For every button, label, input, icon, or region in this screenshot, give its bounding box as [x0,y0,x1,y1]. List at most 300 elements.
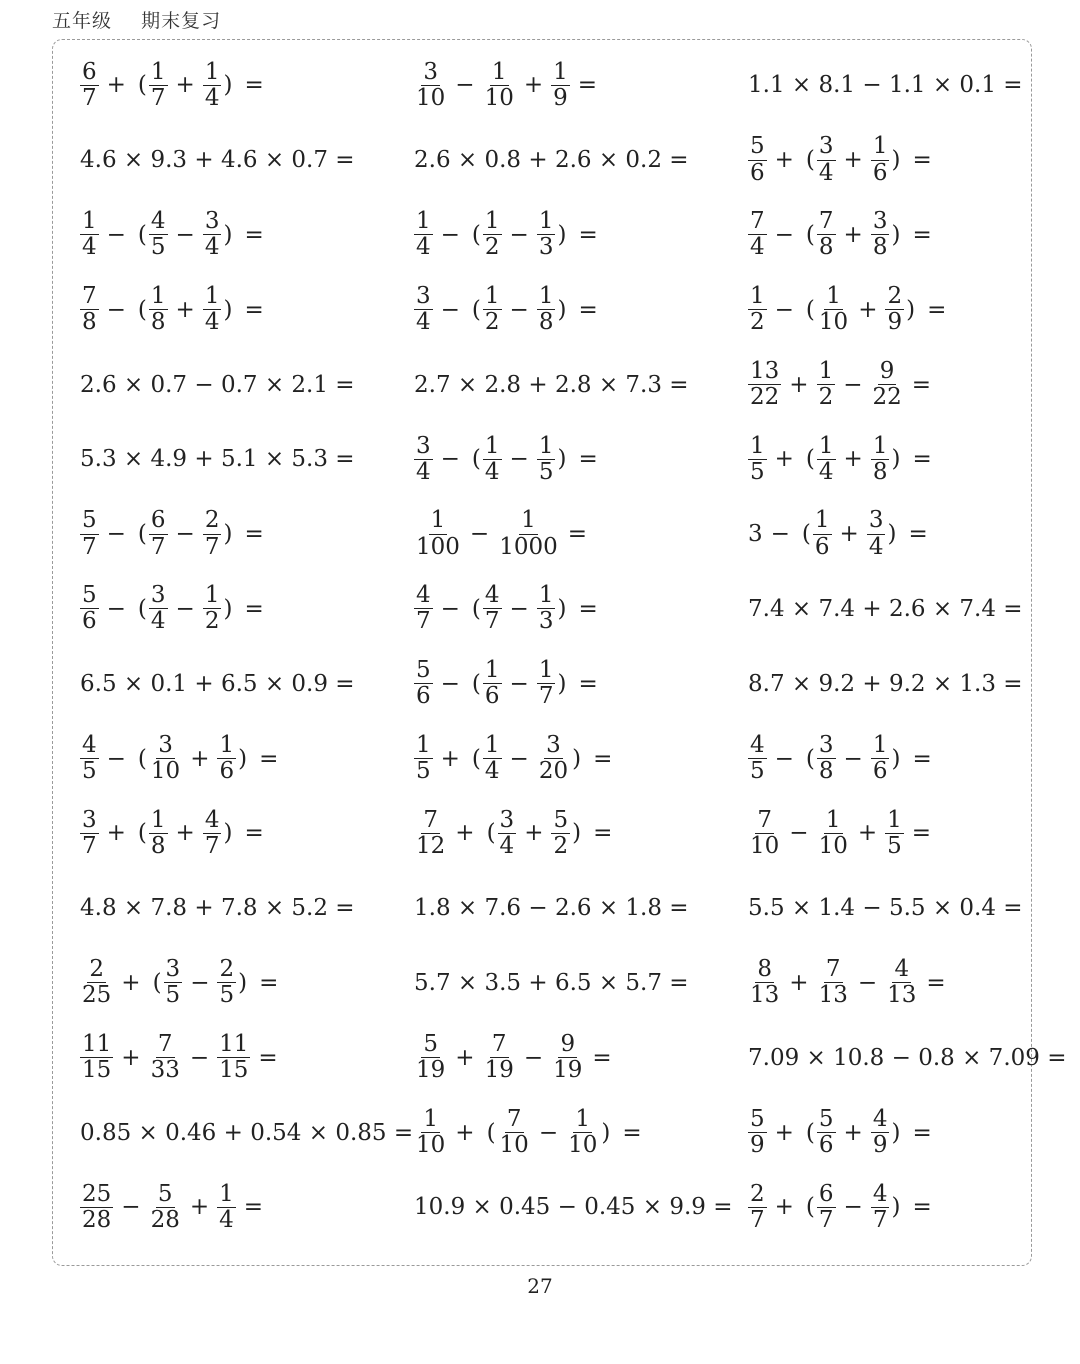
denominator: 2 [553,832,569,859]
numerator: 3 [868,507,884,534]
operator: ( [805,1119,815,1146]
denominator: 8 [818,234,834,261]
math-problem [78,1170,269,1245]
denominator: 2 [204,608,220,635]
denominator: 7 [818,1206,834,1233]
numerator: 1 [553,58,568,85]
numerator: 2 [887,282,903,309]
operator: + [121,969,141,996]
operator: ( [805,147,815,174]
expression-text: 4.8 × 7.8 + 7.8 × 5.2 = [80,895,355,922]
operator: ( [471,745,481,772]
operator: = [567,521,588,548]
math-problem [412,1020,618,1095]
operator: − [770,521,790,548]
expression-text: 1.1 × 8.1 − 1.1 × 0.1 = [748,72,1023,99]
numerator: 1 [521,507,536,534]
operator: ) [223,221,233,248]
fraction [748,434,767,486]
denominator: 4 [150,608,166,635]
fraction [149,1032,182,1084]
fraction [414,1032,447,1084]
fraction [537,733,570,785]
numerator: 5 [553,806,569,833]
math-problem [746,1095,938,1170]
numerator: 9 [560,1030,576,1057]
operator: = [578,595,598,622]
math-problem [746,1020,1068,1095]
operator: ) [891,221,901,248]
denominator: 5 [150,234,166,261]
denominator: 19 [484,1057,514,1084]
operator: = [926,969,946,996]
operator: ) [223,595,233,622]
numerator: 1 [204,582,220,609]
numerator: 5 [750,133,765,160]
denominator: 4 [416,309,431,336]
operator: = [244,521,264,548]
operator: + [189,1194,210,1221]
operator: ) [887,521,897,548]
operator: = [244,296,264,323]
problem-row [78,946,1038,1021]
numerator: 1 [538,432,554,459]
denominator: 4 [750,234,765,261]
math-problem [746,123,938,198]
numerator: 1 [204,282,220,309]
math-problem [746,198,938,273]
numerator: 1 [416,731,431,758]
operator: ( [137,296,147,323]
operator: − [789,820,809,847]
math-problem [746,347,937,422]
problem-row [78,1170,1038,1245]
fraction [80,508,99,560]
denominator: 7 [150,533,166,560]
numerator: 1 [204,58,220,85]
numerator: 4 [894,956,910,983]
problem-row [78,347,1038,422]
fraction [871,1182,890,1234]
fraction [149,583,168,635]
operator: ( [137,820,147,847]
problem-row [78,1020,1067,1095]
denominator: 8 [150,309,166,336]
denominator: 4 [204,234,220,261]
operator: = [908,521,928,548]
fraction [217,957,236,1009]
fraction [149,508,168,560]
operator: + [455,820,475,847]
denominator: 9 [553,84,568,111]
numerator: 1 [150,806,166,833]
fraction [203,508,222,560]
denominator: 10 [499,1132,529,1159]
denominator: 20 [538,758,569,785]
denominator: 10 [150,758,181,785]
operator: ( [805,745,815,772]
numerator: 7 [818,208,834,235]
math-problem [412,721,618,796]
denominator: 5 [750,458,765,485]
operator: − [106,745,126,772]
numerator: 3 [158,731,173,758]
denominator: 6 [484,683,500,710]
denominator: 22 [750,384,780,411]
fraction [885,284,904,336]
operator: = [244,595,264,622]
denominator: 5 [219,982,235,1009]
denominator: 4 [499,832,515,859]
fraction [813,508,832,560]
denominator: 6 [814,533,830,560]
operator: = [578,446,598,473]
operator: + [524,820,544,847]
fraction [537,284,556,336]
numerator: 1 [538,282,554,309]
denominator: 7 [82,84,97,111]
fraction [149,1182,182,1234]
math-problem [746,721,938,796]
numerator: 3 [423,58,438,85]
operator: + [175,296,195,323]
expression-text: 5.5 × 1.4 − 5.5 × 0.4 = [748,895,1023,922]
numerator: 1 [484,282,500,309]
fraction [871,434,890,486]
numerator: 1 [575,1105,591,1132]
denominator: 5 [165,982,181,1009]
operator: + [843,446,863,473]
math-problem [78,347,357,422]
operator: + [843,147,863,174]
fraction [80,1032,113,1084]
operator: − [440,595,460,622]
denominator: 10 [416,84,446,111]
fraction [414,434,433,486]
denominator: 10 [568,1132,598,1159]
operator: = [912,1194,932,1221]
fraction [748,733,767,785]
fraction [149,733,182,785]
numerator: 1 [491,58,507,85]
fraction [483,583,502,635]
fraction [483,60,516,112]
numerator: 1 [872,731,888,758]
operator: − [857,969,878,996]
fraction [871,733,890,785]
numerator: 2 [750,1180,765,1207]
math-problem [746,422,938,497]
operator: = [912,745,932,772]
fraction [483,658,502,710]
numerator: 7 [157,1030,173,1057]
denominator: 8 [872,234,888,261]
numerator: 7 [825,956,841,983]
denominator: 6 [872,758,888,785]
denominator: 5 [750,758,765,785]
problem-grid [78,48,1067,1245]
fraction [817,209,836,261]
fraction [537,583,556,635]
denominator: 7 [538,683,554,710]
operator: = [578,221,598,248]
math-problem [746,272,952,347]
denominator: 100 [416,533,460,560]
operator: = [927,296,947,323]
problem-row [78,796,1038,871]
fraction [817,359,836,411]
operator: ) [572,745,582,772]
denominator: 3 [538,608,554,635]
operator: ) [891,446,901,473]
operator: ) [891,147,901,174]
numerator: 4 [416,582,431,609]
operator: + [789,371,809,398]
operator: ) [891,1119,901,1146]
operator: − [440,296,460,323]
denominator: 13 [750,982,780,1009]
operator: − [175,221,195,248]
math-problem [412,198,604,273]
math-problem [746,1170,938,1245]
operator: − [509,221,529,248]
math-problem [78,721,284,796]
operator: = [911,371,932,398]
numerator: 8 [757,956,772,983]
denominator: 10 [818,309,849,336]
numerator: 1 [818,357,834,384]
operator: + [839,521,859,548]
math-problem [412,646,604,721]
operator: ) [557,296,567,323]
fraction [414,583,433,635]
numerator: 1 [814,507,830,534]
operator: + [455,1044,475,1071]
denominator: 4 [204,309,220,336]
numerator: 1 [872,432,888,459]
denominator: 3 [538,234,554,261]
operator: ( [152,969,162,996]
denominator: 4 [484,458,500,485]
math-problem [746,572,1025,647]
numerator: 1 [484,656,500,683]
numerator: 7 [757,806,772,833]
fraction [80,284,99,336]
page-header [52,6,243,33]
denominator: 4 [82,234,97,261]
fraction [414,209,433,261]
numerator: 3 [872,208,888,235]
fraction [871,1107,890,1159]
numerator: 5 [82,582,97,609]
denominator: 8 [82,309,97,336]
numerator: 1 [416,208,431,235]
problem-row [78,497,1038,572]
operator: = [244,221,264,248]
denominator: 8 [818,758,834,785]
fraction [748,359,781,411]
math-problem [746,497,934,572]
operator: − [106,595,126,622]
numerator: 5 [82,507,97,534]
denominator: 6 [416,683,431,710]
numerator: 2 [89,956,104,983]
problem-row [78,123,1038,198]
numerator: 7 [423,806,438,833]
denominator: 1000 [499,533,558,560]
fraction [149,209,168,261]
math-problem [78,422,357,497]
problem-row [78,198,1038,273]
math-problem [412,422,604,497]
math-problem [412,572,604,647]
denominator: 12 [416,832,446,859]
operator: + [175,820,195,847]
operator: ) [891,1194,901,1221]
expression-text: 5.7 × 3.5 + 6.5 × 5.7 = [414,969,689,996]
fraction [217,1032,250,1084]
math-problem [746,646,1025,721]
problem-row [78,721,1038,796]
operator: ( [805,1194,815,1221]
operator: − [509,745,529,772]
fraction [203,583,222,635]
denominator: 13 [818,982,848,1009]
math-problem [412,1095,648,1170]
problem-row [78,646,1038,721]
operator: ( [486,820,496,847]
numerator: 4 [872,1105,888,1132]
operator: − [455,72,475,99]
operator: − [774,221,794,248]
expression-text: 2.6 × 0.7 − 0.7 × 2.1 = [80,371,355,398]
operator: = [593,745,613,772]
fraction [748,1182,767,1234]
fraction [483,1032,516,1084]
fraction [498,1107,531,1159]
fraction [80,209,99,261]
fraction [483,284,502,336]
operator: + [121,1044,141,1071]
numerator: 4 [82,731,97,758]
math-problem [78,1020,284,1095]
operator: = [912,221,932,248]
section-label: 期末复习 [141,10,222,32]
expression-text: 0.85 × 0.46 + 0.54 × 0.85 = [80,1119,414,1146]
numerator: 5 [157,1180,173,1207]
denominator: 7 [416,608,431,635]
denominator: 10 [416,1132,446,1159]
fraction [498,808,517,860]
numerator: 1 [430,507,446,534]
denominator: 6 [219,758,235,785]
fraction [537,434,556,486]
fraction [414,658,433,710]
denominator: 6 [750,159,765,186]
math-problem [78,572,270,647]
operator: ( [805,221,815,248]
page-number: 27 [527,1274,553,1298]
numerator: 13 [750,357,780,384]
expression-text: 7.4 × 7.4 + 2.6 × 7.4 = [748,595,1023,622]
denominator: 4 [416,234,431,261]
expression-text: 6.5 × 0.1 + 6.5 × 0.9 = [80,670,355,697]
denominator: 7 [484,608,500,635]
fraction [80,1182,113,1234]
fraction [537,209,556,261]
denominator: 13 [887,982,917,1009]
math-problem [412,497,593,572]
expression-text: 10.9 × 0.45 − 0.45 × 9.9 = [414,1194,733,1221]
numerator: 1 [825,806,841,833]
fraction [748,1107,767,1159]
operator: − [774,745,794,772]
denominator: 15 [82,1057,112,1084]
numerator: 11 [82,1030,112,1057]
operator: ( [471,595,481,622]
denominator: 10 [484,84,514,111]
numerator: 1 [750,282,765,309]
operator: ) [223,820,233,847]
operator: = [911,820,932,847]
operator: + [106,72,126,99]
operator: + [789,969,809,996]
grade-label: 五年级 [52,10,113,32]
denominator: 19 [553,1057,583,1084]
operator: − [509,296,529,323]
fraction [817,134,836,186]
fraction [149,284,168,336]
numerator: 5 [818,1105,834,1132]
operator: = [912,446,932,473]
fraction [149,60,168,112]
operator: = [259,745,279,772]
numerator: 3 [416,282,431,309]
operator: − [440,221,460,248]
denominator: 5 [538,458,554,485]
denominator: 6 [818,1132,834,1159]
numerator: 1 [887,806,902,833]
denominator: 10 [818,832,848,859]
math-problem [78,1095,415,1170]
operator: + [774,1194,794,1221]
operator: ( [137,221,147,248]
fraction [203,60,222,112]
operator: ( [471,296,481,323]
numerator: 6 [82,58,97,85]
fraction [817,434,836,486]
operator: + [774,446,794,473]
fraction [537,658,556,710]
fraction [885,808,904,860]
problem-row [78,871,1038,946]
fraction [817,733,836,785]
operator: + [857,820,878,847]
operator: + [774,147,794,174]
numerator: 5 [423,1030,438,1057]
numerator: 1 [750,432,765,459]
fraction [817,284,850,336]
fraction [748,209,767,261]
math-problem [78,946,284,1021]
expression-text: 1.8 × 7.6 − 2.6 × 1.8 = [414,895,689,922]
operator: + [190,745,210,772]
expression-text: 4.6 × 9.3 + 4.6 × 0.7 = [80,147,355,174]
math-problem [78,646,357,721]
denominator: 4 [868,533,884,560]
numerator: 1 [538,582,554,609]
operator: = [259,969,279,996]
